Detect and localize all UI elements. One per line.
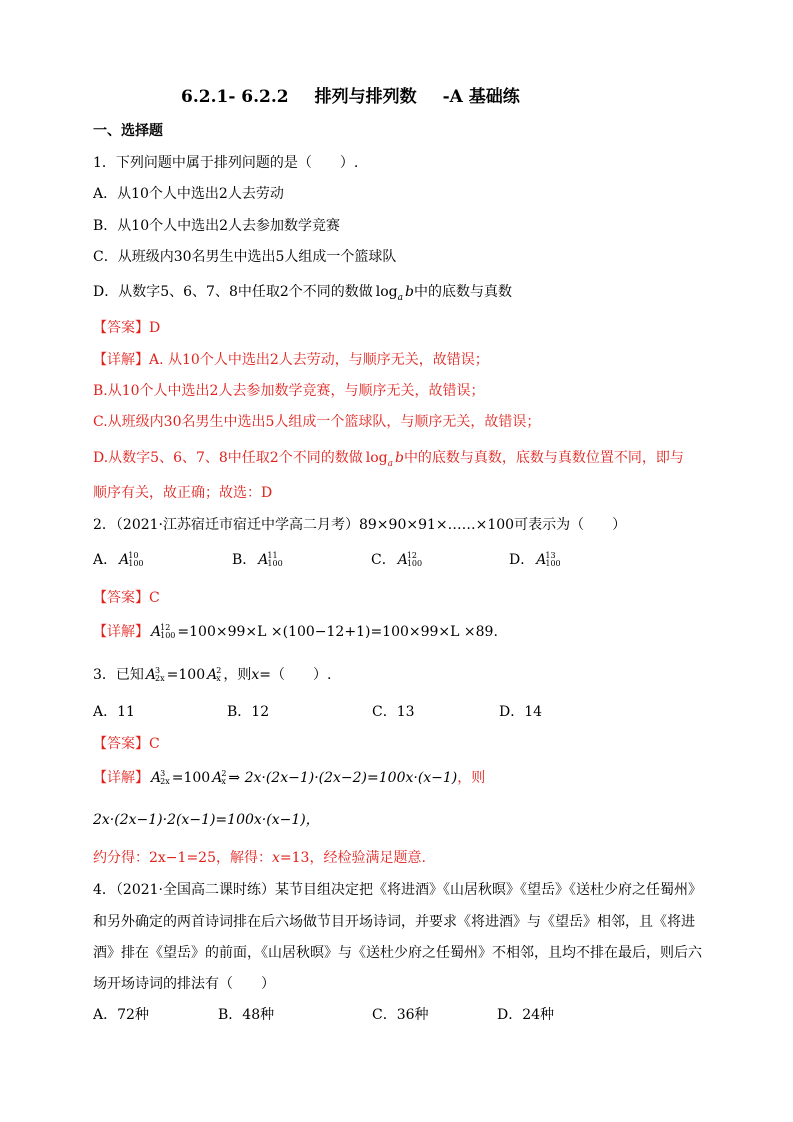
q1-log-arg: b [405, 284, 414, 300]
q1-option-d-tail: 中的底数与真数 [413, 284, 512, 300]
q1-exp-log-symbol: log [365, 450, 388, 466]
q3-option-d: D．14 [499, 704, 543, 720]
q3-explanation-line2: 2x·(2x−1)·2(x−1)=100x·(x−1)， [93, 812, 320, 828]
section-heading: 一、选择题 [93, 123, 163, 139]
q3-explanation-line3: 约分得：2x−1=25，解得：x=13，经检验满足题意. [93, 850, 426, 866]
q1-explanation-2: B.从10个人中选出2人去参加数学竞赛，与顺序无关，故错误； [93, 383, 485, 399]
q1-exp-log-base: a [387, 458, 393, 469]
q1-explanation-3: C.从班级内30名男生中选出5人组成一个篮球队，与顺序无关，故错误； [93, 414, 541, 430]
page-title [181, 82, 520, 107]
q1-exp-log-arg: b [394, 450, 404, 466]
q4-option-d: D．24种 [497, 1007, 555, 1023]
q3-stem: 3．已知 A 3 2x =100 A 2 x ，则x=（ ）. [93, 666, 332, 683]
q1-explanation-1: 【详解】A. 从10个人中选出2人去劳动，与顺序无关，故错误； [93, 352, 489, 368]
q4-option-b: B．48种 [218, 1007, 275, 1023]
q1-stem: 1．下列问题中属于排列问题的是（ ）. [93, 155, 359, 171]
q3-explanation: 【详解】 A 3 2x =100 A 2 x ⇒ 2x·(2x−1)·(2x−2)=100x·(x−1)，则 [93, 769, 486, 786]
q1-log-symbol: log [375, 284, 398, 300]
title-code: 6.2.1- 6.2.2 [181, 87, 289, 107]
q1-option-a: A．从10个人中选出2人去劳动 [93, 186, 284, 202]
q1-log-base: a [397, 292, 404, 303]
q2-option-d: D． A 13 100 [509, 551, 561, 568]
q4-stem-line2: 和另外确定的两首诗词排在后六场做节目开场诗词，并要求《将进酒》与《望岳》相邻，且《将进 [93, 914, 695, 930]
q1-explanation-4-text: D.从数字5、6、7、8中任取2个不同的数做 [93, 450, 363, 466]
q2-option-b: B． A 11 100 [232, 551, 283, 568]
q1-option-d-text: D．从数字5、6、7、8中任取2个不同的数做 [93, 284, 373, 300]
q1-option-c: C．从班级内30名男生中选出5人组成一个篮球队 [93, 249, 397, 265]
q3-answer: 【答案】C [93, 736, 160, 752]
q4-option-c: C．36种 [372, 1007, 429, 1023]
q2-option-a: A． A 10 100 [93, 551, 144, 568]
q3-option-a: A．11 [93, 704, 135, 720]
q4-option-a: A．72种 [93, 1007, 149, 1023]
title-level: -A 基础练 [442, 87, 520, 107]
q1-option-b: B．从10个人中选出2人去参加数学竞赛 [93, 218, 341, 234]
q1-option-d [93, 282, 512, 308]
q2-stem: 2．（2021·江苏宿迁市宿迁中学高二月考）89×90×91×……×100可表示为（ ） [93, 517, 627, 533]
q2-option-c: C． A 12 100 [371, 551, 423, 568]
q1-explanation-5: 顺序有关，故正确；故选：D [93, 485, 273, 501]
q1-answer: 【答案】D [93, 320, 161, 336]
q4-stem-line4: 场开场诗词的排法有（ ） [93, 976, 275, 992]
q2-answer: 【答案】C [93, 590, 160, 606]
q2-explanation: 【详解】 A 12 100 =100×99×L ×(100−12+1)=100×99×L ×89. [93, 623, 498, 640]
q4-stem-line1: 4．（2021·全国高二课时练）某节目组决定把《将进酒》《山居秋暝》《望岳》《送杜少府之任蜀州》 [93, 882, 702, 898]
q2-explanation-label: 【详解】 [93, 624, 149, 640]
q3-option-b: B．12 [227, 704, 270, 720]
q1-explanation-4-tail: 中的底数与真数，底数与真数位置不同，即与 [403, 450, 684, 466]
q3-option-c: C．13 [372, 704, 415, 720]
q4-stem-line3: 酒》排在《望岳》的前面，《山居秋暝》与《送杜少府之任蜀州》不相邻，且均不排在最后，则后六 [93, 945, 702, 961]
q1-explanation-4 [93, 448, 684, 474]
title-name: 排列与排列数 [314, 87, 417, 107]
q2-explanation-formula: =100×99×L ×(100−12+1)=100×99×L ×89. [177, 624, 498, 640]
